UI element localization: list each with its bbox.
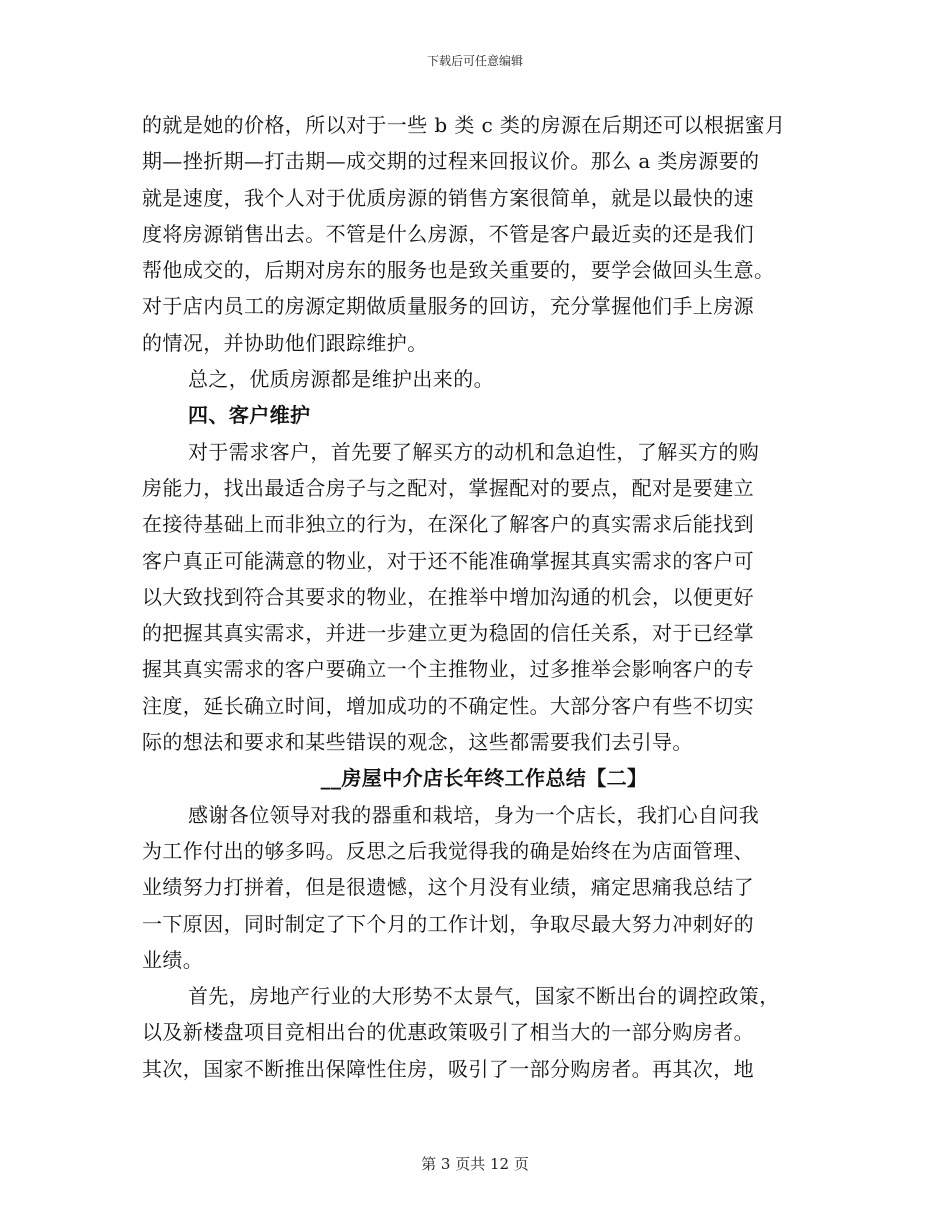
body-line: 业绩。 — [142, 947, 204, 972]
page-header: 下载后可任意编辑 — [426, 54, 523, 68]
page-footer: 第 3 页共 12 页 — [421, 1155, 529, 1173]
body-line: 一下原因，同时制定了下个月的工作计划，争取尽最大努力冲刺好的 — [142, 911, 754, 936]
body-line: 对于店内员工的房源定期做质量服务的回访，充分掌握他们手上房源 — [142, 294, 754, 319]
body-line: 在接待基础上而非独立的行为，在深化了解客户的真实需求后能找到 — [142, 512, 754, 537]
document-body — [142, 107, 812, 1087]
body-line: 以大致找到符合其要求的物业，在推举中增加沟通的机会，以便更好 — [142, 584, 754, 609]
body-line: 首先，房地产行业的大形势不太景气，国家不断出台的调控政策， — [188, 984, 780, 1009]
body-line: 业绩努力打拼着，但是很遗憾，这个月没有业绩，痛定思痛我总结了 — [142, 875, 754, 900]
body-line: 其次，国家不断推出保障性住房，吸引了一部分购房者。再其次，地 — [142, 1056, 754, 1081]
body-line: 注度，延长确立时间，增加成功的不确定性。大部分客户有些不切实 — [142, 693, 754, 718]
body-line: 客户真正可能满意的物业，对于还不能准确掌握其真实需求的客户可 — [142, 548, 754, 573]
body-line: 以及新楼盘项目竞相出台的优惠政策吸引了相当大的一部分购房者。 — [142, 1020, 754, 1045]
body-line: 就是速度，我个人对于优质房源的销售方案很简单，就是以最快的速 — [142, 185, 754, 210]
body-line: 的把握其真实需求，并进一步建立更为稳固的信任关系，对于已经掌 — [142, 621, 754, 646]
body-line: 房能力，找出最适合房子与之配对，掌握配对的要点，配对是要建立 — [142, 475, 754, 500]
body-line: 感谢各位领导对我的器重和栽培，身为一个店长，我扪心自问我 — [188, 802, 760, 827]
body-line: 帮他成交的，后期对房东的服务也是致关重要的，要学会做回头生意。 — [142, 258, 775, 283]
body-line: 为工作付出的够多吗。反思之后我觉得我的确是始终在为店面管理、 — [142, 838, 754, 863]
body-line: 握其真实需求的客户要确立一个主推物业，过多推举会影响客户的专 — [142, 657, 754, 682]
section-title: __房屋中介店长年终工作总结【二】 — [320, 766, 648, 791]
body-line: 总之，优质房源都是维护出来的。 — [188, 367, 494, 392]
body-line: 对于需求客户，首先要了解买方的动机和急迫性，了解买方的购 — [188, 439, 760, 464]
body-line: 际的想法和要求和某些错误的观念，这些都需要我们去引导。 — [142, 730, 693, 755]
body-line: 期—挫折期—打击期—成交期的过程来回报议价。那么 a 类房源要的 — [142, 149, 760, 174]
body-line: 度将房源销售出去。不管是什么房源，不管是客户最近卖的还是我们 — [142, 221, 754, 246]
body-line: 的就是她的价格，所以对于一些 b 类 c 类的房源在后期还可以根据蜜月 — [142, 113, 786, 137]
section-heading: 四、客户维护 — [188, 403, 311, 428]
body-line: 的情况，并协助他们跟踪维护。 — [142, 330, 428, 355]
